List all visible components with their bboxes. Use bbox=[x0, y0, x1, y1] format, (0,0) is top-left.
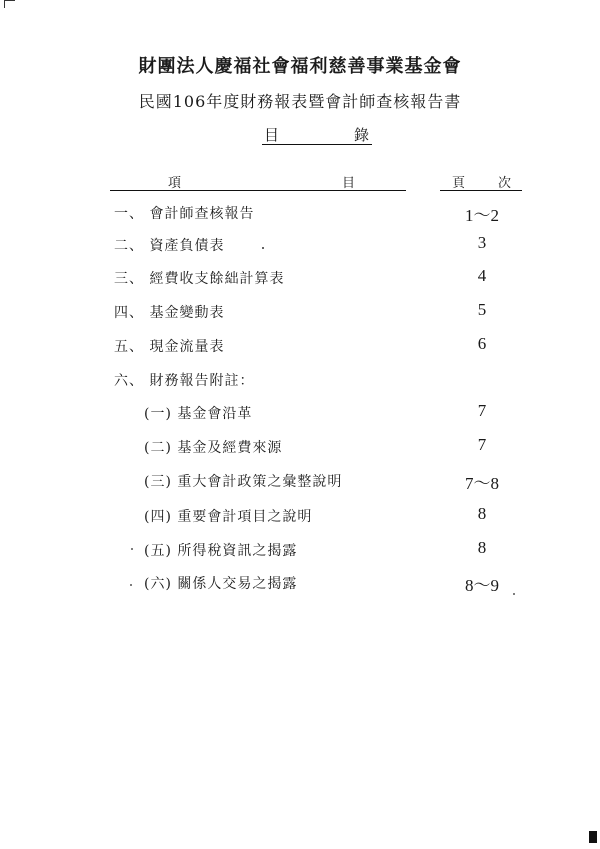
toc-heading bbox=[262, 124, 372, 145]
toc-sub-entry bbox=[0, 401, 600, 425]
scan-speck bbox=[513, 593, 515, 595]
toc-sub-entry-page: 8～9 bbox=[465, 576, 499, 595]
toc-entry-label: 三、 經費收支餘絀計算表 bbox=[114, 271, 285, 287]
toc-entry-page: 4 bbox=[477, 266, 487, 285]
toc-entry-label: 六、 財務報告附註： bbox=[114, 373, 255, 389]
toc-sub-entry bbox=[0, 571, 600, 595]
toc-entry bbox=[0, 266, 600, 290]
toc-entry bbox=[0, 368, 600, 392]
organization-title: 財團法人慶福社會福利慈善事業基金會 bbox=[138, 56, 462, 77]
toc-entry-label: 四、 基金變動表 bbox=[114, 305, 225, 321]
toc-sub-entry-page: 8 bbox=[477, 538, 487, 557]
toc-sub-entry-page: 7～8 bbox=[465, 474, 499, 493]
toc-entry-page: 6 bbox=[477, 334, 487, 353]
page-header-left: 頁 bbox=[452, 176, 466, 191]
toc-entry bbox=[0, 233, 600, 257]
toc-entry-label: 一、 會計師查核報告 bbox=[114, 206, 255, 222]
toc-sub-entry-label: (五) 所得稅資訊之揭露 bbox=[144, 543, 298, 559]
item-header-right: 目 bbox=[342, 176, 356, 191]
toc-sub-entry-label: (三) 重大會計政策之彙整說明 bbox=[144, 474, 343, 490]
item-header-left: 項 bbox=[168, 176, 182, 191]
toc-sub-entry bbox=[0, 435, 600, 459]
toc-sub-entry-label: (六) 關係人交易之揭露 bbox=[144, 576, 298, 592]
toc-entry bbox=[0, 201, 600, 225]
scan-corner-mark bbox=[4, 0, 15, 8]
scan-corner-square bbox=[589, 831, 597, 843]
page-header-right: 次 bbox=[498, 176, 512, 191]
toc-entry bbox=[0, 300, 600, 324]
toc-sub-entry bbox=[0, 504, 600, 528]
item-column-header bbox=[110, 172, 406, 191]
toc-sub-entry bbox=[0, 538, 600, 562]
stray-dot bbox=[262, 247, 264, 249]
toc-entry-label: 五、 現金流量表 bbox=[114, 339, 225, 355]
toc-entry-page: 3 bbox=[477, 233, 487, 252]
toc-sub-entry-label: (二) 基金及經費來源 bbox=[144, 440, 283, 456]
toc-sub-entry-page: 8 bbox=[477, 504, 487, 523]
toc-entry bbox=[0, 334, 600, 358]
toc-entry-page: 5 bbox=[477, 300, 487, 319]
toc-sub-entry-page: 7 bbox=[477, 401, 487, 420]
page-column-header bbox=[440, 172, 522, 191]
toc-sub-entry-page: 7 bbox=[477, 435, 487, 454]
toc-sub-entry bbox=[0, 469, 600, 493]
toc-heading-right: 錄 bbox=[354, 126, 370, 144]
toc-entry-page: 1～2 bbox=[465, 206, 499, 225]
scan-speck bbox=[131, 548, 133, 550]
toc-heading-left: 目 bbox=[264, 126, 280, 144]
scan-speck bbox=[130, 584, 132, 586]
report-title: 民國106年度財務報表暨會計師查核報告書 bbox=[138, 92, 462, 111]
toc-entry-label: 二、 資產負債表 bbox=[114, 238, 225, 254]
toc-sub-entry-label: (一) 基金會沿革 bbox=[144, 406, 253, 422]
toc-sub-entry-label: (四) 重要會計項目之說明 bbox=[144, 509, 313, 525]
